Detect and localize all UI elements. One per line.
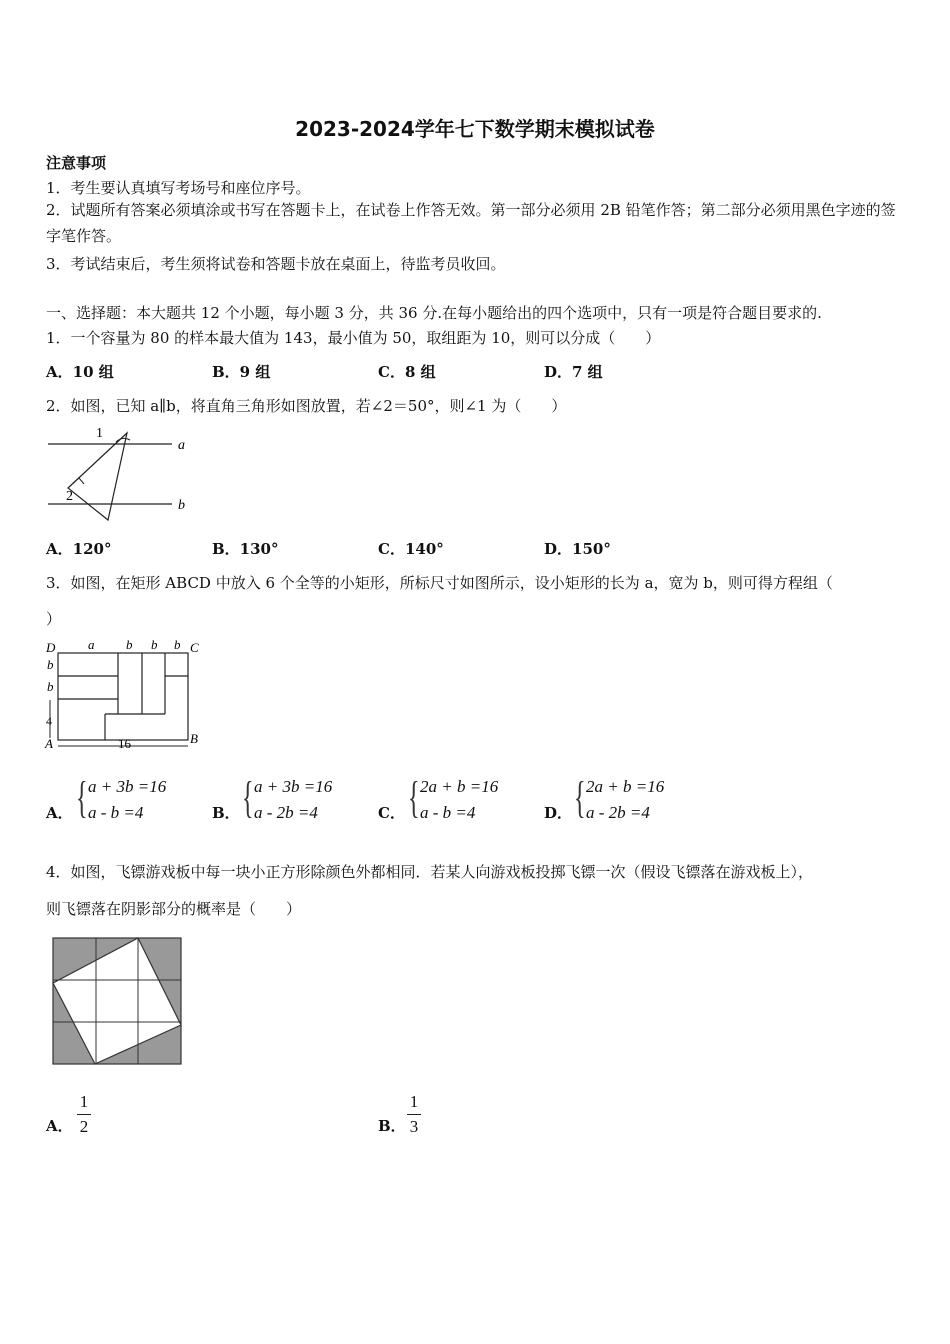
q2-figure [44,422,194,524]
q1-option-a[interactable]: A．10 组 [46,363,114,381]
dim-b-1: b [126,637,133,652]
q1-text: 1．一个容量为 80 的样本最大值为 143，最小值为 50，取组距为 10，则可以分成（ ） [46,329,661,347]
notice-heading: 注意事项 [46,154,107,172]
q4-text: 4．如图，飞镖游戏板中每一块小正方形除颜色外都相同．若某人向游戏板投掷飞镖一次（假设飞镖落在游戏板上）， [46,863,814,881]
q4-text-2: 则飞镖落在阴影部分的概率是（ ） [46,900,302,918]
q4-option-b-fraction[interactable]: 1 3 [407,1092,421,1137]
label-b-point: B [190,731,198,746]
q2-text: 2．如图，已知 a∥b，将直角三角形如图放置，若∠2＝50°，则∠1 为（ ） [46,397,567,415]
label-d: D [46,640,56,655]
q4-option-a-fraction[interactable]: 1 2 [77,1092,91,1137]
line-a-label: a [178,438,185,453]
q3-option-c-label[interactable]: C． [378,804,405,822]
notice-item-1: 1．考生要认真填写考场号和座位序号。 [46,179,311,197]
q3-option-d-label[interactable]: D． [544,804,573,822]
line-b-label: b [178,498,185,513]
q4-option-b-label[interactable]: B． [378,1117,406,1135]
q3-figure [42,636,207,754]
q4-option-a-label[interactable]: A． [46,1117,73,1135]
q1-option-d[interactable]: D．7 组 [544,363,603,381]
dim-b-5: b [47,679,54,694]
page-title: 2023-2024学年七下数学期末模拟试卷 [295,117,655,141]
dim-4: 4 [46,714,52,728]
q4-dartboard [52,937,184,1067]
q2-option-b[interactable]: B．130° [212,540,279,558]
q3-text-cont: ） [46,610,62,628]
q3-option-b-system[interactable]: { a + 3b =16 a - 2b =4 [242,773,333,822]
q3-option-b-label[interactable]: B． [212,804,240,822]
q2-option-c[interactable]: C．140° [378,540,444,558]
q3-option-d-system[interactable]: { 2a + b =16 a - 2b =4 [574,773,665,822]
dim-b-2: b [151,637,158,652]
notice-item-2: 2．试题所有答案必须填涂或书写在答题卡上，在试卷上作答无效。第一部分必须用 2B 铅笔作答；第二部分必须用黑色字迹的签字笔作答。 [46,201,896,245]
q3-option-c-system[interactable]: { 2a + b =16 a - b =4 [408,773,499,822]
dim-b-4: b [47,657,54,672]
angle-2-label: 2 [66,489,73,504]
angle-1-label: 1 [96,426,103,441]
notice-item-3: 3．考试结束后，考生须将试卷和答题卡放在桌面上，待监考员收回。 [46,255,506,273]
dim-16: 16 [118,736,131,751]
q2-option-d[interactable]: D．150° [544,540,611,558]
q1-option-c[interactable]: C．8 组 [378,363,436,381]
section-heading: 一、选择题：本大题共 12 个小题，每小题 3 分，共 36 分.在每小题给出的四个选项中，只有一项是符合题目要求的. [46,304,822,322]
right-angle-mark [73,478,84,484]
q3-option-a-label[interactable]: A． [46,804,73,822]
q3-text: 3．如图，在矩形 ABCD 中放入 6 个全等的小矩形，所标尺寸如图所示，设小矩形的长为 a，宽为 b，则可得方程组（ [46,574,833,592]
right-triangle [68,433,127,520]
q2-option-a[interactable]: A．120° [46,540,112,558]
q1-option-b[interactable]: B．9 组 [212,363,271,381]
rect-abcd [58,653,188,740]
q3-option-a-system[interactable]: { a + 3b =16 a - b =4 [76,773,167,822]
label-a-point: A [45,736,53,751]
dim-b-3: b [174,637,181,652]
dim-a: a [88,637,95,652]
label-c: C [190,640,199,655]
